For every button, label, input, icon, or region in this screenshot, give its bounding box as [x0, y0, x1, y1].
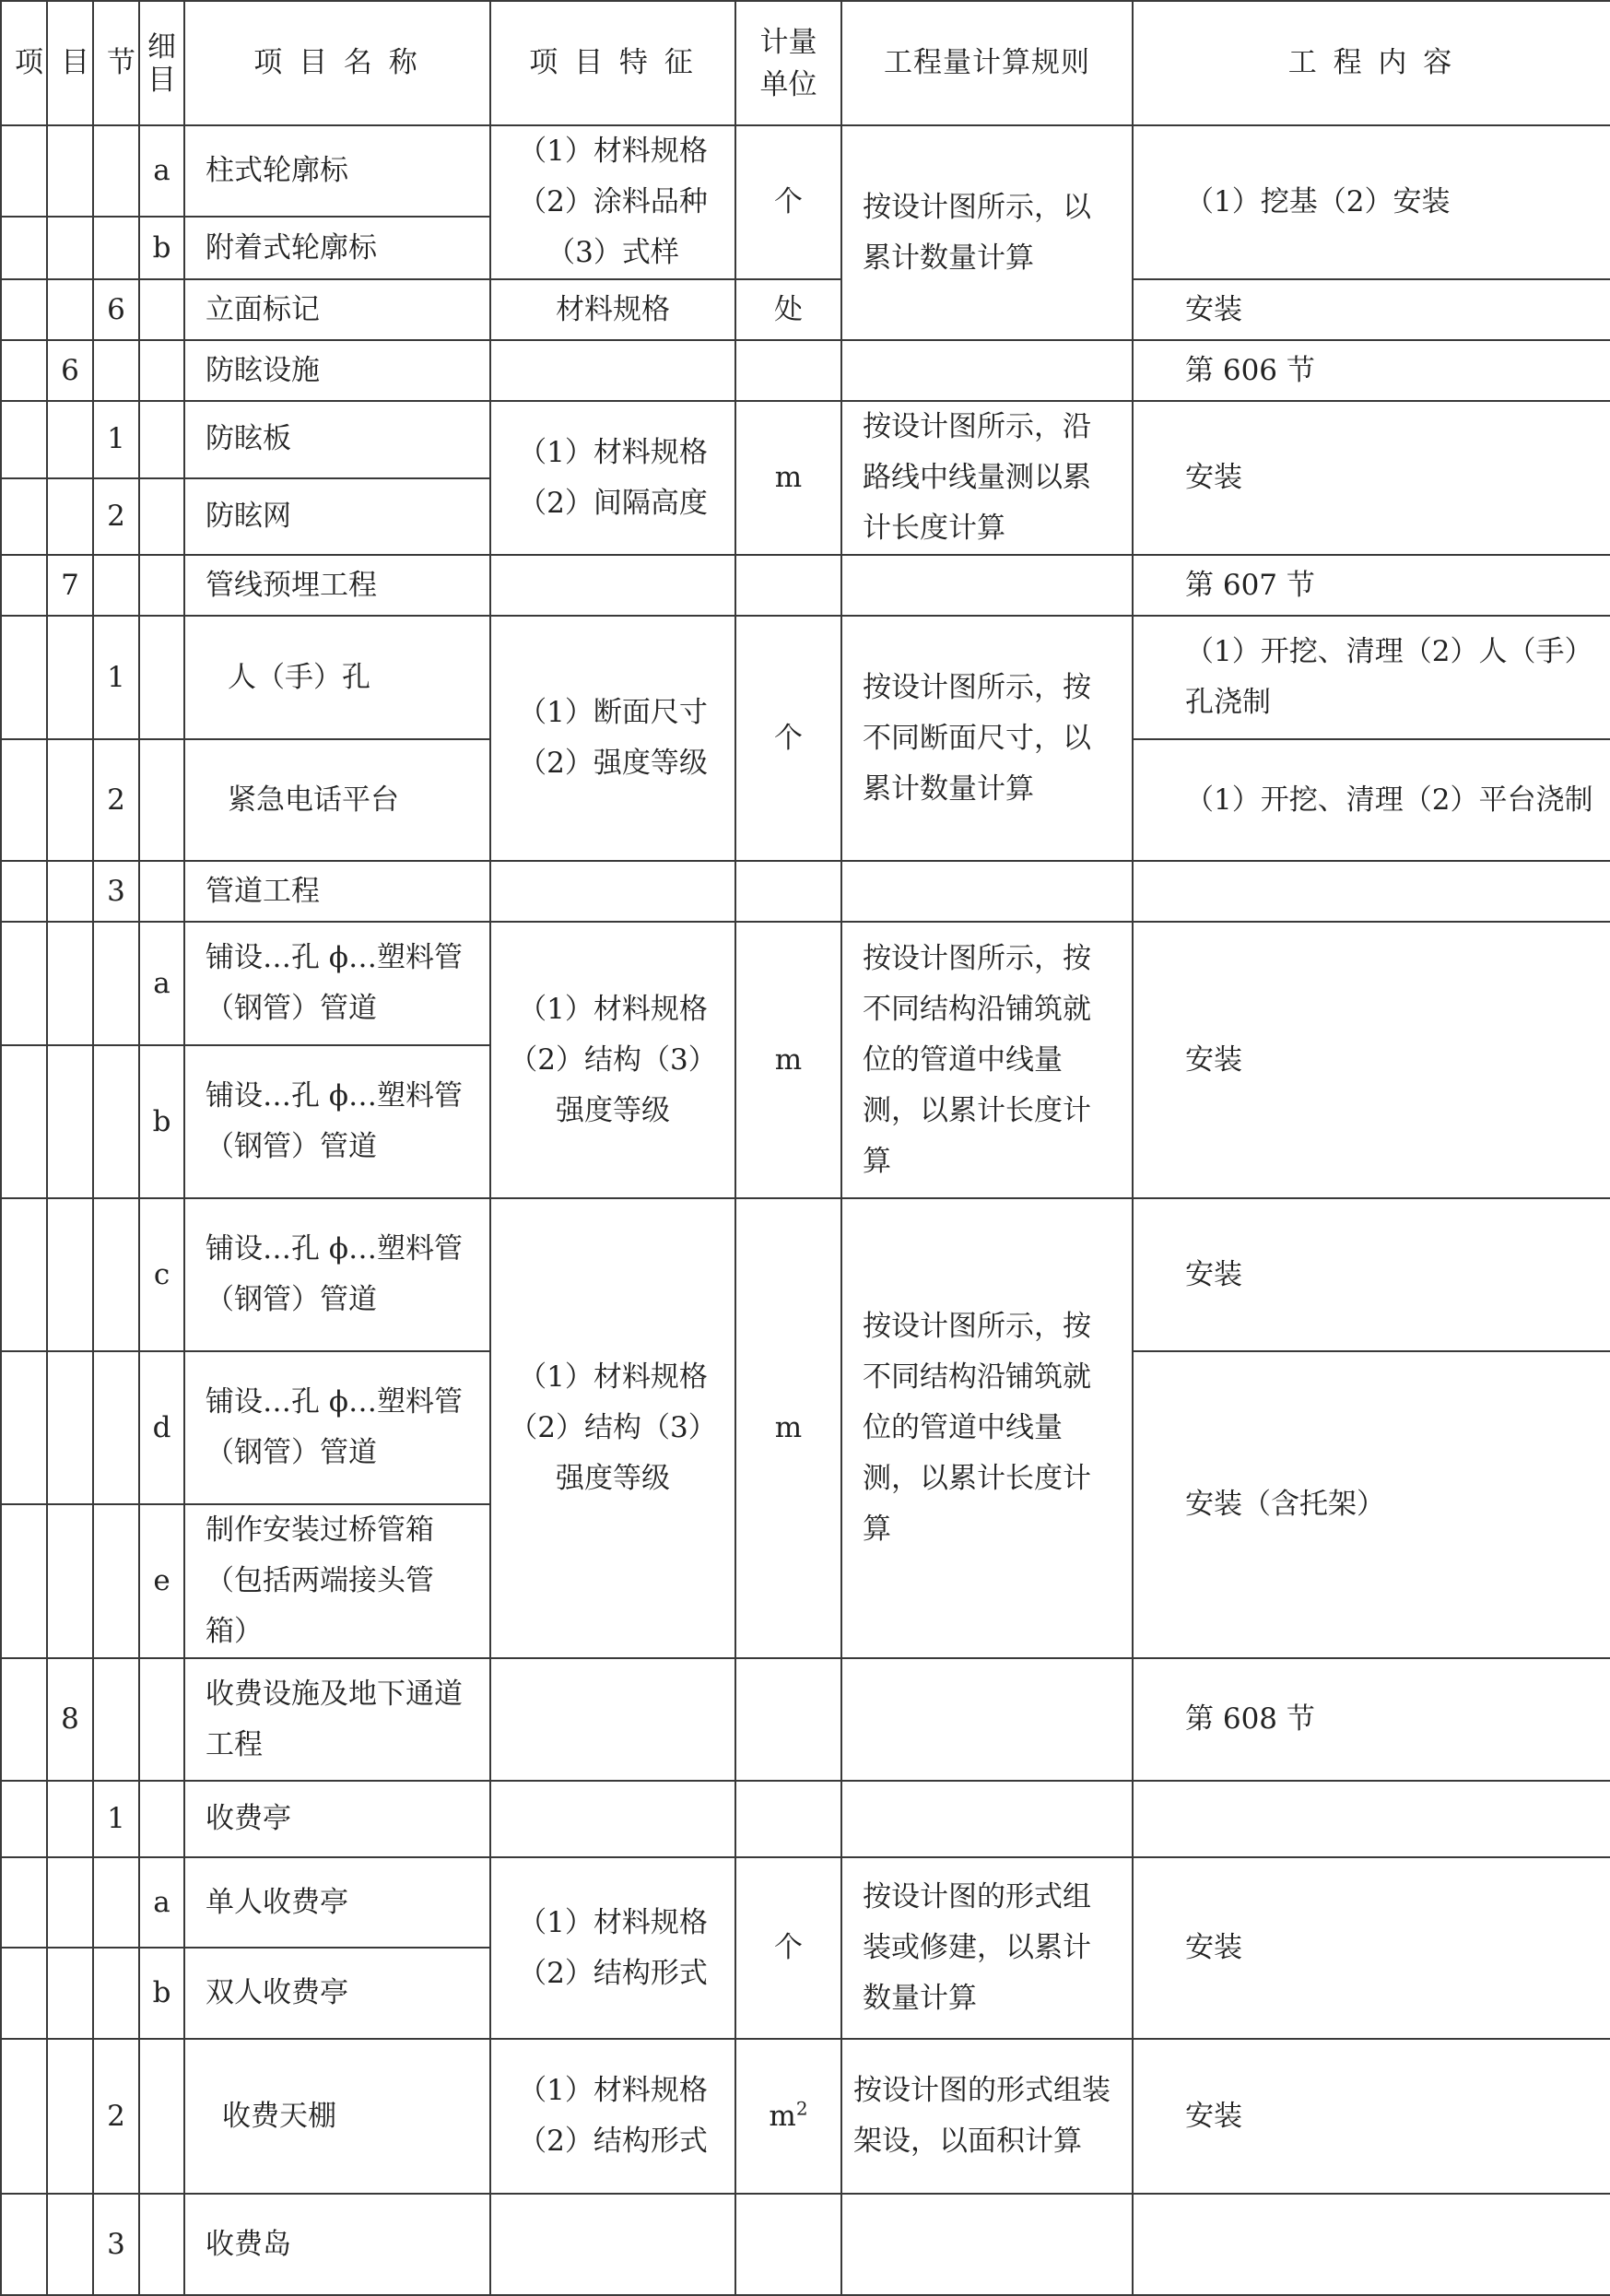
ximu-cell: a	[139, 125, 184, 217]
item-name-cell: 收费天棚	[184, 2039, 490, 2194]
unit-cell: 个	[735, 1857, 841, 2039]
content-cell: 安装	[1133, 401, 1610, 555]
table-row	[1, 401, 1610, 478]
jie-cell: 6	[93, 279, 139, 340]
item-name-cell: 铺设…孔 ϕ…塑料管（钢管）管道	[184, 1045, 490, 1198]
table-row	[1, 1857, 1610, 1948]
item-name-cell: 柱式轮廓标	[184, 125, 490, 217]
unit-cell: m	[735, 401, 841, 555]
header-content: 工 程 内 容	[1133, 1, 1610, 125]
table-row	[1, 1198, 1610, 1351]
table-row	[1, 1781, 1610, 1857]
unit-cell: 个	[735, 616, 841, 861]
table-row	[1, 340, 1610, 401]
header-rule: 工程量计算规则	[841, 1, 1133, 125]
unit-superscript: 2	[795, 2097, 808, 2120]
header-name: 项 目 名 称	[184, 1, 490, 125]
content-cell: 安装	[1133, 922, 1610, 1198]
table-row	[1, 555, 1610, 616]
item-name-cell: 收费岛	[184, 2194, 490, 2295]
table-row	[1, 2194, 1610, 2295]
feature-cell: （1）材料规格（2）间隔高度	[490, 401, 735, 555]
rule-cell: 按设计图所示，按不同断面尺寸，以累计数量计算	[841, 616, 1133, 861]
ximu-cell: b	[139, 1045, 184, 1198]
rule-cell: 按设计图所示，按不同结构沿铺筑就位的管道中线量测，以累计长度计算	[841, 922, 1133, 1198]
header-feature: 项 目 特 征	[490, 1, 735, 125]
header-row	[1, 1, 1610, 125]
table-row	[1, 2039, 1610, 2194]
content-cell: 安装	[1133, 1857, 1610, 2039]
item-name-cell: 紧急电话平台	[184, 739, 490, 861]
item-name-cell: 防眩板	[184, 401, 490, 478]
table-row	[1, 1658, 1610, 1781]
ximu-cell: b	[139, 1948, 184, 2039]
content-cell: 安装（含托架）	[1133, 1351, 1610, 1658]
item-name-cell: 防眩网	[184, 478, 490, 556]
item-name-cell: 人（手）孔	[184, 616, 490, 739]
item-name-cell: 收费亭	[184, 1781, 490, 1857]
item-name-cell: 双人收费亭	[184, 1948, 490, 2039]
mu-cell: 7	[47, 555, 93, 616]
rule-cell: 按设计图所示，按不同结构沿铺筑就位的管道中线量测，以累计长度计算	[841, 1198, 1133, 1658]
content-cell: （1）开挖、清理（2）人（手）孔浇制	[1133, 616, 1610, 739]
jie-cell: 1	[93, 1781, 139, 1857]
mu-cell: 8	[47, 1658, 93, 1781]
jie-cell: 2	[93, 2039, 139, 2194]
item-name-cell: 防眩设施	[184, 340, 490, 401]
jie-cell: 3	[93, 861, 139, 922]
content-cell: 安装	[1133, 279, 1610, 340]
feature-cell: （1）材料规格（2）结构（3）强度等级	[490, 1198, 735, 1658]
item-name-cell: 铺设…孔 ϕ…塑料管（钢管）管道	[184, 1198, 490, 1351]
item-name-cell: 铺设…孔 ϕ…塑料管（钢管）管道	[184, 922, 490, 1045]
item-name-cell: 单人收费亭	[184, 1857, 490, 1948]
feature-cell: （1）材料规格（2）结构形式	[490, 2039, 735, 2194]
rule-cell: 按设计图所示，沿路线中线量测以累计长度计算	[841, 401, 1133, 555]
item-name-cell: 收费设施及地下通道工程	[184, 1658, 490, 1781]
header-mu: 目	[47, 1, 93, 125]
jie-cell: 2	[93, 739, 139, 861]
unit-cell: 处	[735, 279, 841, 340]
jie-cell: 1	[93, 616, 139, 739]
content-cell: （1）开挖、清理（2）平台浇制	[1133, 739, 1610, 861]
content-cell: 第 606 节	[1133, 340, 1610, 401]
table-row	[1, 922, 1610, 1045]
ximu-cell: a	[139, 922, 184, 1045]
content-cell: 第 607 节	[1133, 555, 1610, 616]
table-row	[1, 861, 1610, 922]
header-jie: 节	[93, 1, 139, 125]
unit-cell: 个	[735, 125, 841, 279]
rule-cell: 按设计图所示，以累计数量计算	[841, 125, 1133, 340]
jie-cell: 3	[93, 2194, 139, 2295]
feature-cell: （1）断面尺寸（2）强度等级	[490, 616, 735, 861]
content-cell: 安装	[1133, 2039, 1610, 2194]
unit-cell: m	[735, 922, 841, 1198]
rule-cell: 按设计图的形式组装或修建，以累计数量计算	[841, 1857, 1133, 2039]
item-name-cell: 铺设…孔 ϕ…塑料管（钢管）管道	[184, 1351, 490, 1504]
content-cell: 第 608 节	[1133, 1658, 1610, 1781]
jie-cell: 1	[93, 401, 139, 478]
item-name-cell: 附着式轮廓标	[184, 217, 490, 279]
header-unit: 计量单位	[735, 1, 841, 125]
feature-cell: 材料规格	[490, 279, 735, 340]
content-cell: （1）挖基（2）安装	[1133, 125, 1610, 279]
feature-cell: （1）材料规格（2）结构形式	[490, 1857, 735, 2039]
item-name-cell: 制作安装过桥管箱（包括两端接头管箱）	[184, 1504, 490, 1658]
item-name-cell: 管线预埋工程	[184, 555, 490, 616]
ximu-cell: a	[139, 1857, 184, 1948]
item-name-cell: 立面标记	[184, 279, 490, 340]
ximu-cell: c	[139, 1198, 184, 1351]
jie-cell: 2	[93, 478, 139, 556]
feature-cell: （1）材料规格（2）结构（3）强度等级	[490, 922, 735, 1198]
feature-cell: （1）材料规格（2）涂料品种（3）式样	[490, 125, 735, 279]
unit-cell	[735, 2039, 841, 2194]
ximu-cell: b	[139, 217, 184, 279]
table-row	[1, 279, 1610, 340]
table-row	[1, 616, 1610, 739]
header-ximu: 细目	[139, 1, 184, 125]
mu-cell: 6	[47, 340, 93, 401]
header-xiang: 项	[1, 1, 47, 125]
unit-text: m	[769, 2099, 796, 2133]
ximu-cell: e	[139, 1504, 184, 1658]
rule-cell: 按设计图的形式组装架设，以面积计算	[841, 2039, 1133, 2194]
unit-cell: m	[735, 1198, 841, 1658]
item-name-cell: 管道工程	[184, 861, 490, 922]
content-cell: 安装	[1133, 1198, 1610, 1351]
table-row	[1, 125, 1610, 217]
ximu-cell: d	[139, 1351, 184, 1504]
